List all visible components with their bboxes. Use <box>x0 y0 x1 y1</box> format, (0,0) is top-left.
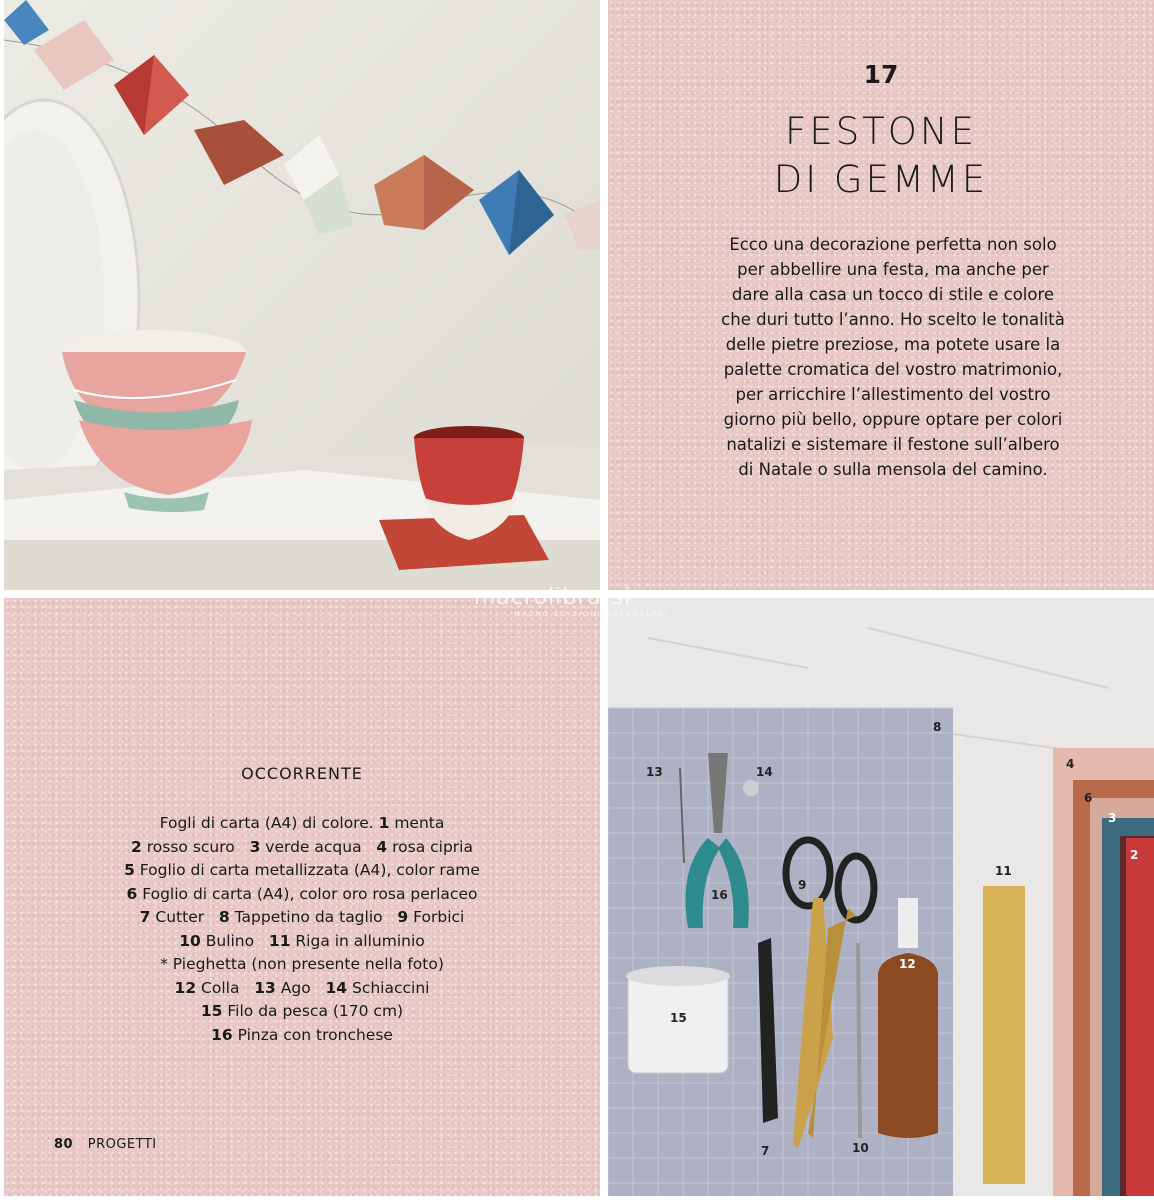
materials-panel <box>4 598 600 1196</box>
photo-label-2: 2 <box>1130 848 1139 862</box>
intro-line: palette cromatica del vostro matrimonio, <box>723 360 1063 379</box>
material-text: menta <box>389 814 445 832</box>
intro-line: natalizi e sistemare il festone sull’albero <box>726 435 1060 454</box>
photo-label-9: 9 <box>798 878 807 892</box>
material-text: Foglio di carta metallizzata (A4), color rame <box>134 861 480 879</box>
photo-label-14: 14 <box>756 765 773 779</box>
materials-heading: OCCORRENTE <box>241 764 363 783</box>
material-number: 16 <box>211 1025 233 1044</box>
material-number: 9 <box>397 908 409 926</box>
photo-label-8: 8 <box>933 720 942 734</box>
watermark-subtext: MACRO EDIZIONI NATURALESI <box>514 610 670 618</box>
material-text: Cutter <box>150 908 219 926</box>
material-text: rosso scuro <box>141 837 250 856</box>
garland-scene-illustration <box>4 0 600 590</box>
section-name: PROGETTI <box>87 1137 157 1152</box>
paper-sheets <box>1053 748 1154 1196</box>
photo-label-7: 7 <box>761 1144 770 1158</box>
awl <box>858 943 860 1138</box>
material-text: Colla <box>196 978 255 997</box>
intro-line: per arricchire l’allestimento del vostro <box>735 385 1051 404</box>
material-text: Foglio di carta (A4), color oro rosa perlaceo <box>137 884 478 903</box>
material-number: 7 <box>139 908 151 926</box>
watermark <box>474 585 669 618</box>
material-text: Filo da pesca (170 cm) <box>222 1002 404 1020</box>
garland-photo <box>4 0 600 590</box>
page-number: 80 <box>54 1137 74 1152</box>
materials-line <box>4 1024 600 1048</box>
photo-label-15: 15 <box>670 1011 687 1025</box>
project-title-line-2: DI GEMME <box>773 158 989 201</box>
material-number: 13 <box>254 978 276 997</box>
materials-line <box>4 930 600 954</box>
material-number: 15 <box>200 1002 223 1020</box>
material-text: Riga in alluminio <box>290 931 425 950</box>
material-number: 10 <box>179 931 201 950</box>
material-number: 14 <box>325 978 348 997</box>
aluminium-ruler <box>983 886 1025 1184</box>
material-text: Ago <box>275 978 326 997</box>
intro-line: dare alla casa un tocco di stile e colore <box>731 285 1055 304</box>
intro-line: giorno più bello, oppure optare per colori <box>723 410 1063 429</box>
material-number: 5 <box>124 861 135 879</box>
intro-line: di Natale o sulla mensola del camino. <box>738 460 1048 479</box>
page-footer <box>54 1137 157 1152</box>
photo-label-3: 3 <box>1108 811 1117 825</box>
material-number: 3 <box>249 837 261 856</box>
material-number: 11 <box>268 931 291 950</box>
material-number: 4 <box>376 837 388 856</box>
materials-line <box>4 906 600 930</box>
material-text: * Pieghetta (non presente nella foto) <box>160 955 444 973</box>
tools-photo <box>608 598 1154 1196</box>
material-text: Tappetino da taglio <box>229 908 398 926</box>
material-text: Pinza con tronchese <box>232 1025 393 1044</box>
material-number: 2 <box>131 837 142 856</box>
photo-label-13: 13 <box>646 765 663 779</box>
materials-line <box>4 977 600 1001</box>
material-number: 12 <box>174 978 197 997</box>
intro-paragraph <box>688 232 1098 482</box>
project-number: 17 <box>863 60 899 89</box>
intro-line: che duri tutto l’anno. Ho scelto le tonalità <box>721 310 1065 329</box>
material-text: Fogli di carta (A4) di colore. <box>159 814 379 832</box>
material-number: 8 <box>218 908 230 926</box>
project-title-line-1: FESTONE <box>785 110 977 153</box>
photo-label-12: 12 <box>899 957 916 971</box>
material-number: 1 <box>378 814 390 832</box>
photo-label-10: 10 <box>852 1141 869 1155</box>
material-text: verde acqua <box>260 837 377 856</box>
material-text: Schiaccini <box>347 978 430 997</box>
intro-line: Ecco una decorazione perfetta non solo <box>729 235 1057 254</box>
intro-line: per abbellire una festa, ma anche per <box>737 260 1049 279</box>
tools-scene-illustration <box>608 598 1154 1196</box>
photo-label-6: 6 <box>1084 791 1093 805</box>
materials-line <box>4 812 600 836</box>
photo-label-11: 11 <box>995 864 1012 878</box>
intro-line: delle pietre preziose, ma potete usare la <box>725 335 1061 354</box>
photo-label-16: 16 <box>711 888 728 902</box>
material-text: Bulino <box>200 931 269 950</box>
photo-label-4: 4 <box>1066 757 1075 771</box>
materials-line <box>4 836 600 860</box>
book-page-spread <box>4 0 1152 1196</box>
materials-list <box>4 812 600 1047</box>
material-number: 6 <box>126 884 138 903</box>
title-panel <box>608 0 1154 590</box>
material-text: Forbici <box>408 908 465 926</box>
materials-line <box>4 953 600 977</box>
watermark-text: macrolibrarsi <box>474 585 632 610</box>
materials-line <box>4 883 600 907</box>
materials-line <box>4 1000 600 1024</box>
materials-line <box>4 859 600 883</box>
material-text: rosa cipria <box>387 837 473 856</box>
